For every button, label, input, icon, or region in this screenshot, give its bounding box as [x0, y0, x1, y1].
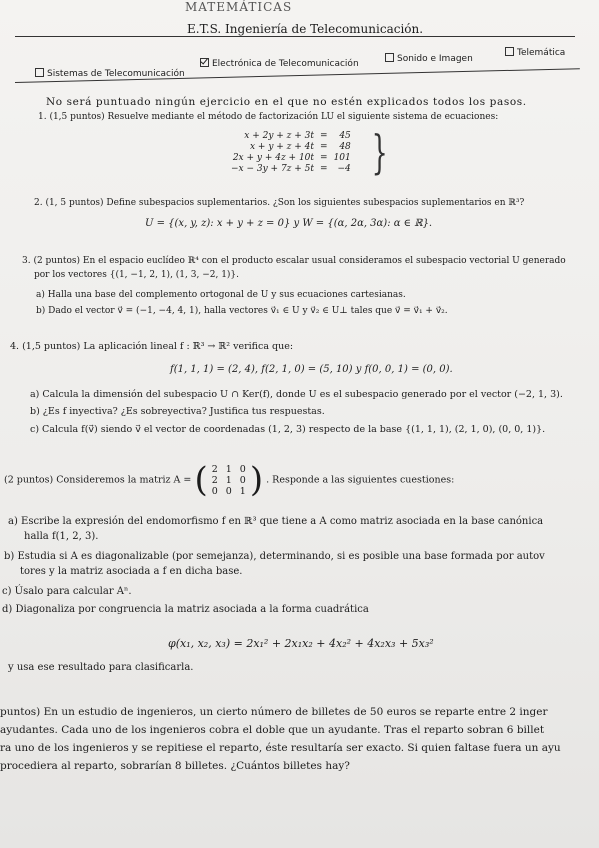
question-5-part-c: c) Úsalo para calcular Aⁿ.	[2, 586, 132, 597]
question-4-part-c: c) Calcula f(v⃗) siendo v⃗ el vector de coordenadas (1, 2, 3) respecto de la base {(1, 1, 1), (2, 1, 0), (0, 0, 1)}.	[30, 424, 546, 435]
question-3-part-b: b) Dado el vector v⃗ = (−1, −4, 4, 1), halla vectores v⃗₁ ∈ U y v⃗₂ ∈ U⊥ tales que v⃗ = v⃗₁ + v⃗₂.	[36, 306, 448, 316]
subject-title: MATEMÁTICAS	[185, 0, 293, 14]
equation-system	[228, 131, 354, 175]
question-5-part-a-1: a) Escribe la expresión del endomorfismo f en ℝ³ que tiene a A como matriz asociada en la base canónica	[8, 516, 544, 527]
school-name: E.T.S. Ingeniería de Telecomunicación.	[187, 22, 424, 36]
question-5-part-b-2: tores y la matriz asociada a f en dicha base.	[20, 566, 243, 577]
equation-row: x + y + z + 4t = 48	[249, 142, 351, 152]
header-divider-top	[15, 36, 575, 37]
checked-checkbox-icon	[200, 58, 209, 67]
warning-text: No será puntuado ningún ejercicio en el que no estén explicados todos los pasos.	[46, 96, 527, 108]
question-5-formula: φ(x₁, x₂, x₃) = 2x₁² + 2x₁x₂ + 4x₂² + 4x₂x₃ + 5x₃²	[168, 637, 434, 650]
question-4-part-a: a) Calcula la dimensión del subespacio U ∩ Ker(f), donde U es el subespacio generado por el vector (−2, 1, 3).	[30, 389, 563, 400]
option-sonido-imagen[interactable]: Sonido e Imagen	[385, 53, 473, 64]
question-6-line-4: procediera al reparto, sobrarían 8 billetes. ¿Cuántos billetes hay?	[0, 760, 350, 772]
question-5-intro-text: (2 puntos) Consideremos la matriz A =	[4, 474, 192, 486]
question-5-part-d: d) Diagonaliza por congruencia la matriz asociada a la forma cuadrática	[2, 604, 369, 615]
matrix-a: 2 1 0 2 1 0 0 0 1	[211, 463, 246, 497]
question-6-line-1: puntos) En un estudio de ingenieros, un cierto número de billetes de 50 euros se reparte entre 2 inger	[0, 706, 548, 718]
option-sistemas[interactable]: Sistemas de Telecomunicación	[35, 68, 185, 79]
equation-row: 2x + y + 4z + 10t = 101	[232, 153, 351, 163]
matrix-right-paren: )	[249, 460, 264, 500]
right-brace: }	[371, 125, 388, 179]
option-telematica[interactable]: Telemática	[505, 47, 565, 58]
matrix-left-paren: (	[194, 460, 208, 500]
question-3-text-1: 3. (2 puntos) En el espacio euclídeo ℝ⁴ con el producto escalar usual consideramos el subespacio vectorial U generado	[22, 256, 566, 266]
question-4-formula: f(1, 1, 1) = (2, 4), f(2, 1, 0) = (5, 10) y f(0, 0, 1) = (0, 0).	[170, 364, 453, 375]
equation-row: x + 2y + z + 3t = 45	[244, 131, 351, 141]
checkbox-icon	[385, 53, 394, 62]
question-5-intro-after: . Responde a las siguientes cuestiones:	[266, 474, 455, 486]
question-5-part-b-1: b) Estudia si A es diagonalizable (por semejanza), determinando, si es posible una base formada por autov	[4, 551, 545, 562]
question-1-text: 1. (1,5 puntos) Resuelve mediante el método de factorización LU el siguiente sistema de ecuaciones:	[38, 112, 499, 122]
checkbox-icon	[505, 47, 514, 56]
question-2-formula: U = {(x, y, z): x + y + z = 0} y W = {(α, 2α, 3α): α ∈ ℝ}.	[145, 218, 433, 229]
question-2-text: 2. (1, 5 puntos) Define subespacios suplementarios. ¿Son los siguientes subespacios suplementarios en ℝ³?	[34, 198, 525, 208]
equation-row: −x − 3y + 7z + 5t = −4	[231, 164, 351, 174]
question-4-text: 4. (1,5 puntos) La aplicación lineal f : ℝ³ → ℝ² verifica que:	[10, 341, 294, 352]
question-3-part-a: a) Halla una base del complemento ortogonal de U y sus ecuaciones cartesianas.	[36, 290, 406, 300]
question-4-part-b: b) ¿Es f inyectiva? ¿Es sobreyectiva? Justifica tus respuestas.	[30, 406, 325, 417]
option-electronica[interactable]: Electrónica de Telecomunicación	[200, 58, 359, 69]
question-6-line-3: ra uno de los ingenieros y se repitiese el reparto, éste resultaría ser exacto. Si quien faltase fuera un ayu	[0, 742, 561, 754]
question-6-line-2: ayudantes. Cada uno de los ingenieros cobra el doble que un ayudante. Tras el reparto sobran 6 billet	[0, 724, 545, 736]
checkbox-icon	[35, 68, 44, 77]
question-5-part-a-2: halla f(1, 2, 3).	[24, 531, 99, 542]
question-5-part-d-end: y usa ese resultado para clasificarla.	[8, 662, 194, 673]
question-3-text-2: por los vectores {(1, −1, 2, 1), (1, 3, −2, 1)}.	[34, 270, 240, 280]
question-5-intro	[4, 460, 454, 500]
